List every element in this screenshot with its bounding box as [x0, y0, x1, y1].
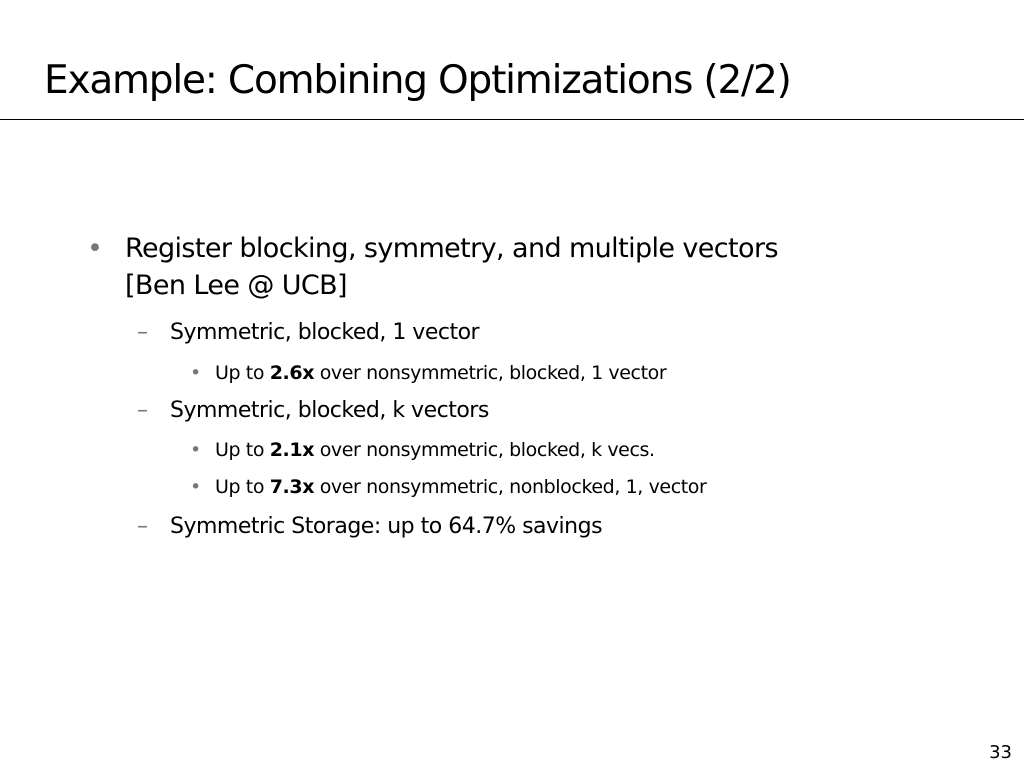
- speedup-value: 2.1x: [269, 439, 315, 461]
- sub-bullet-1-item-1: [215, 360, 666, 386]
- main-bullet-line1: Register blocking, symmetry, and multiple vectors: [125, 233, 778, 264]
- text-segment: Up to: [215, 476, 270, 498]
- sub-bullet-marker: •: [190, 362, 202, 384]
- text-segment: over nonsymmetric, nonblocked, 1, vector: [314, 476, 707, 498]
- main-bullet: [125, 230, 778, 304]
- text-segment: Up to: [215, 439, 270, 461]
- sub-bullet-marker: •: [190, 439, 202, 461]
- bullet-marker: •: [87, 233, 103, 264]
- page-number: 33: [989, 742, 1012, 763]
- sub-bullet-1: Symmetric, blocked, 1 vector: [170, 320, 480, 345]
- text-segment: over nonsymmetric, blocked, 1 vector: [314, 362, 667, 384]
- slide-title: Example: Combining Optimizations (2/2): [44, 58, 791, 103]
- text-segment: over nonsymmetric, blocked, k vecs.: [314, 439, 655, 461]
- sub-bullet-2: Symmetric, blocked, k vectors: [170, 398, 489, 423]
- main-bullet-line2: [Ben Lee @ UCB]: [125, 270, 347, 301]
- sub-bullet-2-item-2: [215, 474, 706, 500]
- dash-marker: –: [137, 514, 148, 539]
- speedup-value: 2.6x: [269, 362, 315, 384]
- sub-bullet-2-item-1: [215, 437, 655, 463]
- speedup-value: 7.3x: [269, 476, 315, 498]
- text-segment: Up to: [215, 362, 270, 384]
- sub-bullet-marker: •: [190, 476, 202, 498]
- dash-marker: –: [137, 398, 148, 423]
- dash-marker: –: [137, 320, 148, 345]
- sub-bullet-3: Symmetric Storage: up to 64.7% savings: [170, 514, 603, 539]
